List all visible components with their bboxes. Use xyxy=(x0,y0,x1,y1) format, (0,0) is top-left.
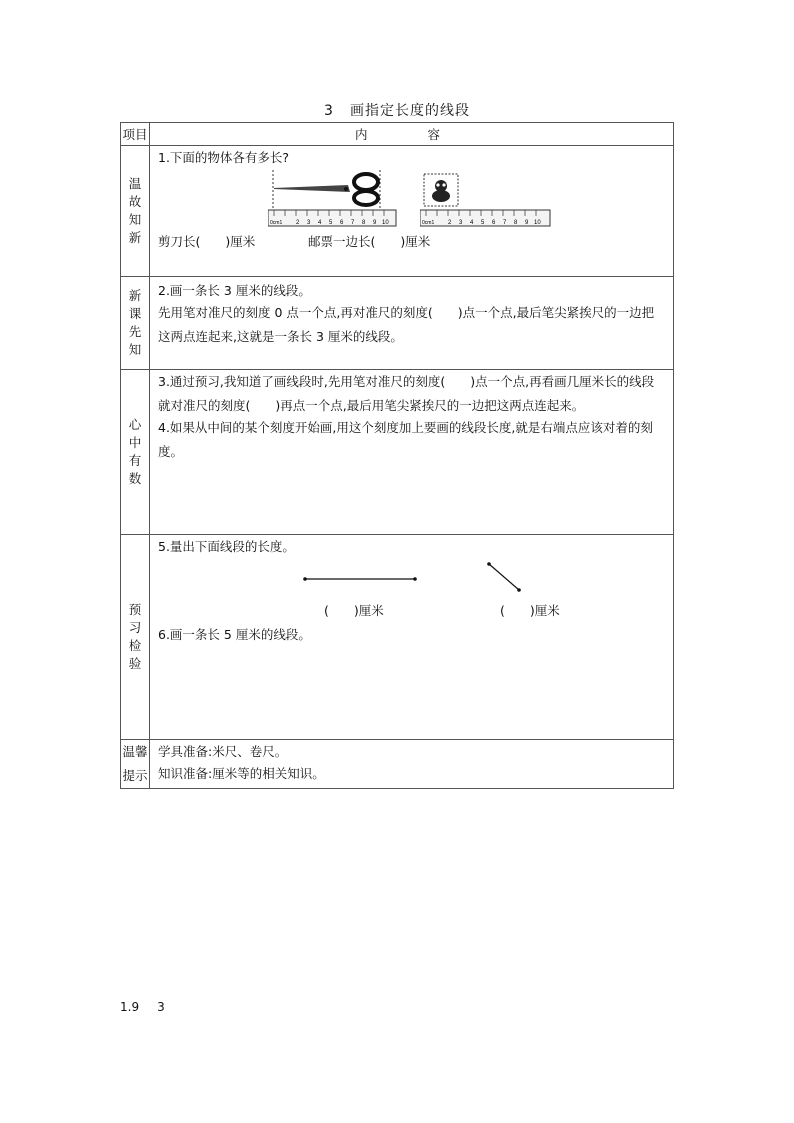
stamp-answer: 邮票一边长( )厘米 xyxy=(308,234,431,249)
tips-row xyxy=(121,740,674,789)
question-3: 3.通过预习,我知道了画线段时,先用笔对准尺的刻度( )点一个点,再看画几厘米长的线段就对准尺的刻度( )再点一个点,最后用笔尖紧挨尺的一边把这两点连起来。 xyxy=(158,374,655,413)
ruler-tick-label: 7 xyxy=(503,220,507,226)
new-lesson-label-cell xyxy=(121,277,150,370)
ruler-tick-label: 8 xyxy=(362,220,366,226)
ruler-tick-label: 4 xyxy=(470,220,474,226)
title-number: 3 xyxy=(324,103,334,119)
scissors-icon xyxy=(274,174,378,205)
ruler-tick-label: 10 xyxy=(382,220,389,226)
ruler-tick-label: 2 xyxy=(448,220,452,226)
review-label-cell xyxy=(121,146,150,277)
preview-label-cell xyxy=(121,535,150,740)
mind-row xyxy=(121,370,674,535)
review-content xyxy=(150,146,674,277)
ruler-tick-label: 3 xyxy=(307,220,311,226)
mind-content xyxy=(150,370,674,535)
tips-content xyxy=(150,740,674,789)
question-2: 2.画一条长 3 厘米的线段。 xyxy=(158,283,311,298)
question-6: 6.画一条长 5 厘米的线段。 xyxy=(158,627,311,642)
ruler-tick-label: 6 xyxy=(340,220,344,226)
ruler-tick-label: 5 xyxy=(329,220,333,226)
tips-label-2: 提示 xyxy=(122,768,148,783)
review-label: 温故知新 xyxy=(128,176,142,245)
ruler-icon xyxy=(268,210,396,226)
ruler-tick-label: 3 xyxy=(459,220,463,226)
new-lesson-content xyxy=(150,277,674,370)
scissors-answer: 剪刀长( )厘米 xyxy=(158,234,256,249)
header-content: 内 容 xyxy=(150,123,674,146)
tips-line-2: 知识准备:厘米等的相关知识。 xyxy=(158,766,325,781)
preview-row xyxy=(121,535,674,740)
line-segment-a xyxy=(300,573,420,585)
ruler-tick-label: 6 xyxy=(492,220,496,226)
page-footer xyxy=(120,1000,183,1014)
footer-page-number: 3 xyxy=(157,1000,165,1014)
question-2-instructions: 先用笔对准尺的刻度 0 点一个点,再对准尺的刻度( )点一个点,最后笔尖紧挨尺的一边把这两点连起来,这就是一条长 3 厘米的线段。 xyxy=(158,305,655,344)
header-row xyxy=(121,123,674,146)
ruler-unit-label: 0cm1 xyxy=(270,220,283,226)
new-lesson-label: 新课先知 xyxy=(128,288,142,357)
question-1: 1.下面的物体各有多长? xyxy=(158,150,290,165)
review-row xyxy=(121,146,674,277)
scissors-ruler-figure xyxy=(268,170,400,232)
ruler-icon xyxy=(420,210,550,226)
tips-label-cell xyxy=(121,740,150,789)
segment-a-answer: ( )厘米 xyxy=(324,603,384,618)
ruler-tick-label: 9 xyxy=(373,220,377,226)
segment-b-answer: ( )厘米 xyxy=(500,603,560,618)
worksheet-table xyxy=(120,122,674,789)
header-item: 项目 xyxy=(121,123,150,146)
footer-left: 1.9 xyxy=(120,1000,140,1014)
stamp-ruler-figure xyxy=(420,172,554,232)
line-segment-b xyxy=(484,559,524,595)
tips-line-1: 学具准备:米尺、卷尺。 xyxy=(158,744,288,759)
title-text: 画指定长度的线段 xyxy=(349,103,470,119)
ruler-tick-label: 4 xyxy=(318,220,322,226)
ruler-tick-label: 10 xyxy=(534,220,541,226)
question-5: 5.量出下面线段的长度。 xyxy=(158,539,295,554)
question-4: 4.如果从中间的某个刻度开始画,用这个刻度加上要画的线段长度,就是右端点应该对着的刻度。 xyxy=(158,420,653,459)
preview-content xyxy=(150,535,674,740)
tips-label-1: 温馨 xyxy=(122,744,148,759)
ruler-tick-label: 8 xyxy=(514,220,518,226)
page-title xyxy=(0,100,794,120)
ruler-tick-label: 2 xyxy=(296,220,300,226)
mind-label-cell xyxy=(121,370,150,535)
ruler-tick-label: 7 xyxy=(351,220,355,226)
new-lesson-row xyxy=(121,277,674,370)
mind-label: 心中有数 xyxy=(128,417,142,486)
preview-label: 预习检验 xyxy=(128,602,142,671)
ruler-unit-label: 0cm1 xyxy=(422,220,435,226)
ruler-tick-label: 9 xyxy=(525,220,529,226)
stamp-icon xyxy=(424,174,458,206)
ruler-tick-label: 5 xyxy=(481,220,485,226)
